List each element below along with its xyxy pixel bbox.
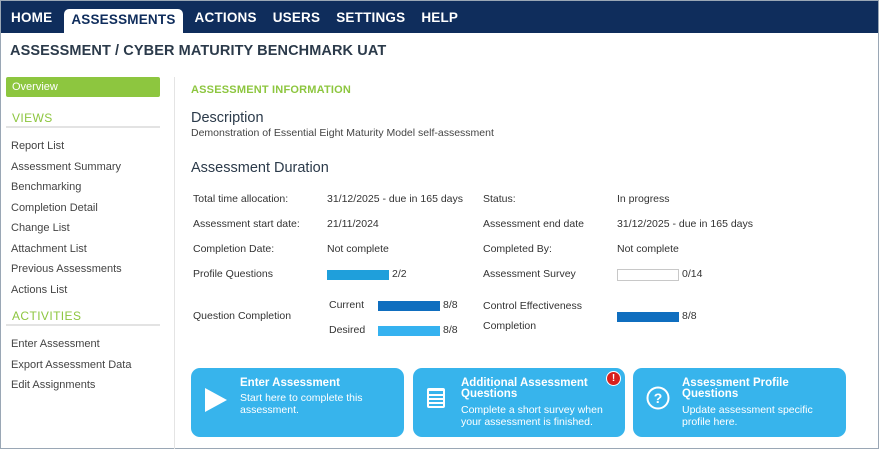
- nav-help[interactable]: HELP: [421, 10, 459, 25]
- current-value: 8/8: [443, 299, 458, 311]
- sidebar-item-actions-list[interactable]: Actions List: [11, 283, 68, 296]
- sidebar-item-completion-detail[interactable]: Completion Detail: [11, 201, 98, 214]
- svg-text:?: ?: [653, 390, 663, 406]
- control-effectiveness-label: Control Effectiveness: [483, 300, 583, 312]
- play-icon: [203, 387, 229, 413]
- nav-settings[interactable]: SETTINGS: [336, 10, 406, 25]
- status-label: Status:: [483, 193, 516, 205]
- sidebar-item-export-assessment-data[interactable]: Export Assessment Data: [11, 358, 132, 371]
- sidebar-item-benchmarking[interactable]: Benchmarking: [11, 181, 82, 193]
- current-progress-bar: [378, 301, 440, 311]
- sidebar-item-enter-assessment[interactable]: Enter Assessment: [11, 338, 100, 350]
- nav-home[interactable]: HOME: [11, 10, 53, 25]
- profile-questions-card-title: Assessment Profile Questions: [682, 377, 789, 400]
- completed-by-label: Completed By:: [483, 243, 552, 255]
- sidebar-item-change-list[interactable]: Change List: [11, 222, 70, 234]
- question-completion-label: Question Completion: [193, 310, 292, 322]
- activities-heading: ACTIVITIES: [6, 306, 160, 326]
- total-time-label: Total time allocation:: [193, 193, 289, 205]
- status-value: In progress: [617, 193, 670, 205]
- control-progress-bar: [617, 312, 679, 322]
- sidebar-divider: [174, 77, 175, 449]
- alert-icon: !: [606, 371, 621, 386]
- sidebar-item-assessment-summary[interactable]: Assessment Summary: [11, 160, 122, 173]
- start-date-label: Assessment start date:: [193, 218, 300, 230]
- survey-progress-track: [617, 269, 679, 281]
- sidebar-item-attachment-list[interactable]: Attachment List: [11, 242, 87, 255]
- profile-questions-value: 2/2: [392, 268, 407, 280]
- sidebar-item-edit-assignments[interactable]: Edit Assignments: [11, 379, 96, 391]
- additional-questions-title: Additional Assessment Questions: [461, 377, 588, 400]
- total-time-value: 31/12/2025 - due in 165 days: [327, 193, 464, 205]
- desired-progress-bar: [378, 326, 440, 336]
- end-date-label: Assessment end date: [483, 218, 584, 230]
- control-completion-label: Completion: [483, 320, 537, 332]
- views-heading: VIEWS: [6, 108, 160, 128]
- end-date-value: 31/12/2025 - due in 165 days: [617, 218, 754, 230]
- nav-users[interactable]: USERS: [272, 10, 321, 25]
- profile-questions-card[interactable]: [633, 368, 846, 437]
- nav-actions[interactable]: ACTIONS: [194, 10, 257, 25]
- question-circle-icon: [646, 386, 670, 410]
- start-date-value: 21/11/2024: [327, 218, 379, 230]
- enter-assessment-title: Enter Assessment: [240, 377, 340, 389]
- completion-date-value: Not complete: [327, 243, 389, 255]
- assessment-survey-label: Assessment Survey: [483, 268, 576, 280]
- enter-assessment-text: Start here to complete this assessment.: [240, 392, 363, 416]
- enter-assessment-card[interactable]: [191, 368, 404, 437]
- current-label: Current: [329, 299, 365, 311]
- sidebar-item-previous-assessments[interactable]: Previous Assessments: [11, 263, 122, 275]
- top-nav: [1, 1, 878, 33]
- section-heading: ASSESSMENT INFORMATION: [191, 84, 352, 96]
- nav-assessments[interactable]: ASSESSMENTS: [64, 9, 182, 33]
- assessment-info: [191, 80, 851, 176]
- desired-label: Desired: [329, 324, 366, 336]
- completed-by-value: Not complete: [617, 243, 679, 255]
- description-heading: Description: [191, 110, 264, 126]
- form-icon: [426, 387, 446, 409]
- profile-questions-label: Profile Questions: [193, 268, 273, 280]
- profile-progress-bar: [327, 270, 389, 280]
- profile-questions-card-text: Update assessment specific profile here.: [682, 404, 813, 428]
- duration-heading: Assessment Duration: [191, 160, 329, 176]
- assessment-survey-value: 0/14: [682, 268, 703, 280]
- sidebar-item-report-list[interactable]: Report List: [11, 140, 65, 152]
- additional-questions-text: Complete a short survey when your assessment is finished.: [461, 404, 603, 428]
- description-text: Demonstration of Essential Eight Maturity Model self-assessment: [191, 127, 494, 139]
- completion-date-label: Completion Date:: [193, 243, 275, 255]
- control-effectiveness-value: 8/8: [682, 310, 697, 322]
- desired-value: 8/8: [443, 324, 458, 336]
- page-title: ASSESSMENT / CYBER MATURITY BENCHMARK UAT: [10, 43, 387, 59]
- sidebar-item-overview[interactable]: Overview: [6, 77, 160, 97]
- sidebar: [6, 77, 160, 396]
- additional-questions-card[interactable]: [413, 368, 625, 437]
